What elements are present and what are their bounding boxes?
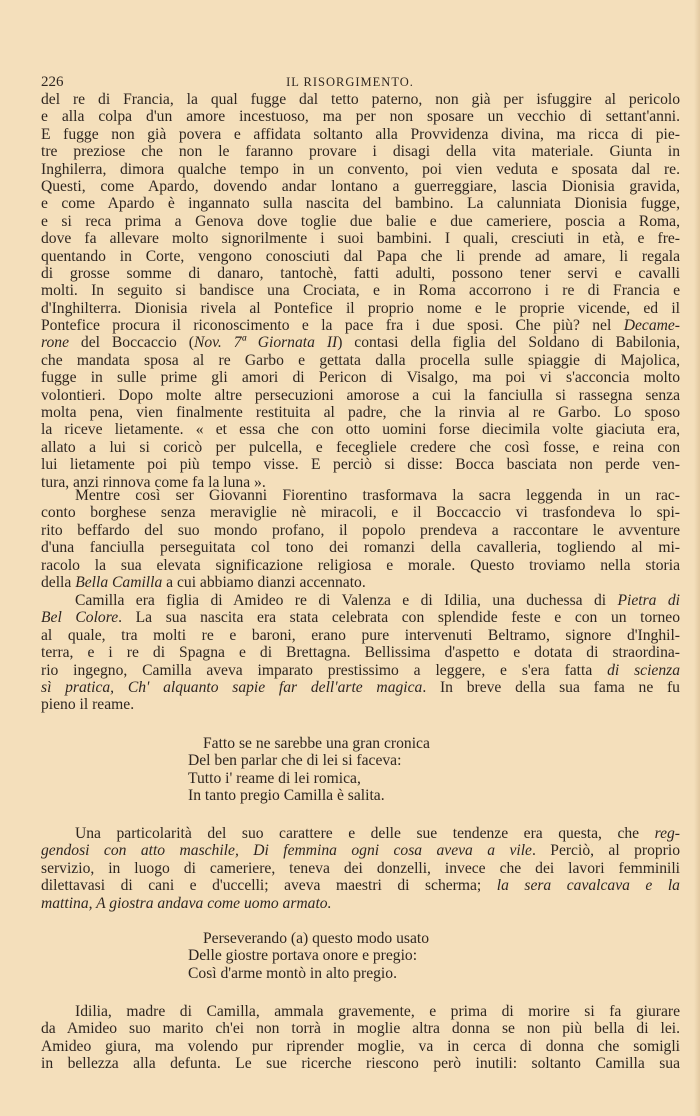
text: la riceve lietamente. « et essa che con otto uomini forse diecimila volte giaciuta era, [41,421,680,439]
text: quentando in Corte, vengono conosciuti dal Papa che li prende ad amare, li regala [41,247,680,265]
text-line [41,539,680,556]
text: pieno il reame. [41,696,135,714]
paragraph [41,825,680,912]
text-line [41,574,680,591]
text: Amideo giura, ma volendo pur riprender moglie, va in cerca di donna che somigli [41,1037,680,1055]
text-line [41,230,680,247]
text-line [41,248,680,265]
text-line [188,787,608,804]
text: dove fa allevare molto signorilmente i suoi bambini. I quali, cresciuti in età, e fre- [41,230,680,248]
text: volontieri. Dopo molte altre persecuzioni amorose a cui la fanciulla si rassegna senza [41,386,680,404]
text: conto borghese senza meraviglie nè miracoli, e il Boccaccio vi trasfondeva lo spi- [41,504,680,522]
text-line [41,557,680,574]
text: della [41,573,76,591]
text: dilettavasi di cani e d'uccelli; aveva maestri di scherma; [41,877,497,895]
text-line [41,195,680,212]
text-line [41,1003,680,1020]
text-line [188,770,608,787]
italic-text: Decame- [623,317,680,335]
text-line [41,161,680,178]
text: . In breve della sua fama ne fu [422,678,680,696]
text-line [41,679,680,696]
text-line [41,662,680,679]
text-line [41,1038,680,1055]
italic-text: Nov. 7ª Giornata II [193,334,338,352]
text-line [41,877,680,894]
text: Fatto se ne sarebbe una gran cronica [203,735,430,752]
italic-text: di scienza [607,661,680,679]
paragraph [41,91,680,491]
text-line [41,91,680,108]
text-line [41,439,680,456]
text: rio ingegno, Camilla aveva imparato prestissimo a leggere, e s'era fatta [41,661,608,679]
text: in bellezza alla defunta. Le sue ricerche riescono però inutili: soltanto Camilla sua [41,1055,680,1073]
text-line [41,404,680,421]
text: allato a lui si coricò per pulcella, e fecegliele credere che così fosse, e reina con [41,438,680,456]
text: servizio, in luogo di cameriere, teneva dei donzelli, invece che dei lavori femminili [41,859,680,877]
text-line [41,317,680,334]
text-line [41,456,680,473]
verse-quote [188,735,608,805]
text-line [41,627,680,644]
verse-quote [188,930,608,982]
page-edge [694,0,700,1116]
paragraph [41,592,680,714]
text: Pontefice procura il riconoscimento e la pace fra i due sposi. Che più? nel [41,317,624,335]
text: . Perciò, al proprio [531,842,680,860]
text: al quale, tra molti re e baroni, erano pure intervenuti Beltramo, signore d'Inghil- [41,626,680,644]
text: del re di Francia, la qual fugge dal tetto paterno, non già per isfuggire al pericolo [41,91,680,108]
text-line [188,752,608,769]
running-title: IL RISORGIMENTO. [286,75,414,89]
text: . La sua nascita era stata celebrata con splendide feste e con un torneo [118,609,680,627]
text: a cui abbiamo dianzi accennato. [162,573,366,591]
italic-text: sì pratica, Ch' alquanto sapie far dell'arte magica [41,678,423,696]
text: e alla colpa d'un amore incestuoso, ma per non sposare un vecchio di settant'anni. [41,108,680,126]
text-line [41,282,680,299]
text: Camilla era figlia di Amideo re di Valenza e di Idilia, una duchessa di [75,592,618,609]
text: racolo la sua elevata significazione religiosa e morale. Questo troviamo nella storia [41,556,680,574]
text: Tutto i' reame di lei romica, [188,769,361,787]
text: da Amideo suo marito ch'ei non torrà in moglie altra donna se non più bella di lei. [41,1020,680,1038]
text: lui lietamente poi più tempo visse. E perciò si disse: Bocca basciata non perde ven- [41,456,680,474]
text: rito beffardo del suo mondo profano, il popolo prendeva a raccontare le avventure [41,521,680,539]
text-line [41,644,680,661]
text: Mentre così ser Giovanni Fiorentino trasformava la sacra leggenda in un rac- [75,487,680,504]
paragraph [41,1003,680,1073]
italic-text: Bel Colore [41,609,119,627]
text: di grosse somme di danaro, tantochè, fatti adulti, possono tener servi e cavalli [41,264,680,282]
text-line [41,300,680,317]
text: Del ben parlar che di lei si faceva: [188,752,402,770]
text-line [41,609,680,626]
text: del Boccaccio ( [69,334,194,352]
text: In tanto pregio Camilla è salita. [188,787,385,805]
text-line [41,178,680,195]
text: Una particolarità del suo carattere e delle sue tendenze era questa, che [75,825,655,842]
text-line [41,143,680,160]
paragraph [41,487,680,591]
text: d'Inghilterra. Dionisia rivela al Pontefice il proprio nome e le proprie vicende, ed il [41,299,680,317]
text-line [41,265,680,282]
text-line [41,108,680,125]
text-line [188,735,608,752]
italic-text: Pietra di [617,592,680,609]
text-line [41,387,680,404]
text-line [188,947,608,964]
text-line [41,487,680,504]
text-line [41,842,680,859]
text: ) contasi della figlia del Soldano di Babilonia, [337,334,680,352]
text-line [41,352,680,369]
text-line [41,126,680,143]
text-line [41,369,680,386]
text-line [41,504,680,521]
text: Così d'arme montò in alto pregio. [188,964,397,982]
text: Idilia, madre di Camilla, ammala gravemente, e prima di morire si fa giurare [75,1003,680,1020]
text: molti. In seguito si bandisce una Crociata, e in Roma accorrono i re di Francia e [41,282,680,300]
italic-text: gendosi con atto maschile, Di femmina ogni cosa aveva a vile [41,842,532,860]
text: d'una fanciulla perseguitata col tono dei romanzi della cavalleria, togliendo al mi- [41,539,680,557]
text: E fugge non già povera e affidata soltanto alla Provvidenza divina, ma ricca di pie- [41,125,680,143]
text-line [41,213,680,230]
text: Perseverando (a) questo modo usato [203,930,430,947]
italic-text: Bella Camilla [75,573,163,591]
text-line [41,1020,680,1037]
text: e come Apardo è ingannato sulla nascita del bambino. La calunniata Dionisia fugge, [41,195,680,213]
text-line [41,825,680,842]
text: Delle giostre portava onore e pregio: [188,947,418,965]
text-line [41,522,680,539]
text-line [41,1055,680,1072]
page-number: 226 [41,74,64,90]
text-line [41,895,680,912]
text: che mandata sposa al re Garbo e gettata dalla procella sulle spiaggie di Majolica, [41,351,680,369]
text: Inghilerra, dimora qualche tempo in un convento, poi vien veduta e sposata dal re. [41,160,680,178]
text: terra, e i re di Spagna e di Brettagna. Bellissima d'aspetto e dotata di straordina- [41,644,680,662]
text: e si reca prima a Genova dove toglie due balie e due cameriere, poscia a Roma, [41,212,680,230]
italic-text: la sera cavalcava e la [496,877,680,895]
text-line [41,592,680,609]
italic-text: reg- [654,825,680,842]
italic-text: mattina, A giostra andava come uomo armato. [41,894,332,912]
text: Questi, come Apardo, dovendo andar lontano a guerreggiare, lascia Dionisia gravida, [41,177,680,195]
text: molta pena, vien finalmente restituita al padre, che la rinvia al re Garbo. Lo sposo [41,404,680,422]
text: tura, anzi rinnova come fa la luna ». [41,473,266,491]
text-line [41,334,680,351]
text-line [41,421,680,438]
text-line [188,930,608,947]
text: fugge in sulle prime gli amori di Pericon di Visalgo, ma poi vi s'acconcia molto [41,369,680,387]
italic-text: rone [41,334,70,352]
text-line [188,965,608,982]
text-line [41,696,680,713]
text: tre preziose che non le faranno provare i disagi della vita materiale. Giunta in [41,143,680,161]
text-line [41,860,680,877]
